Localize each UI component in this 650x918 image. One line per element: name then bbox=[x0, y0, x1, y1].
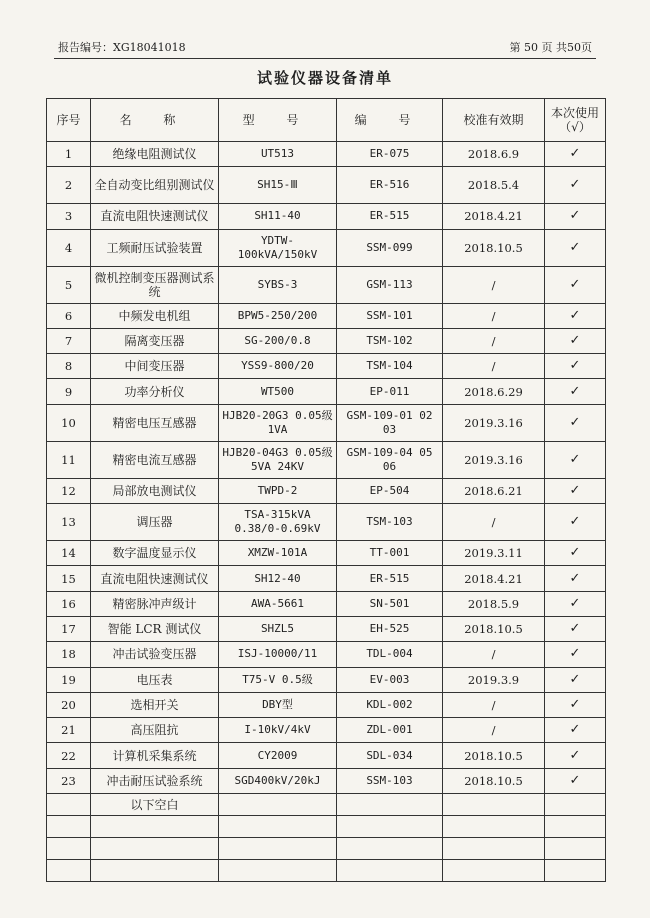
table-row-empty bbox=[47, 816, 606, 838]
header-divider bbox=[54, 58, 596, 59]
report-number: 报告编号：XG18041018 bbox=[58, 41, 186, 54]
equipment-code: EP-504 bbox=[337, 478, 443, 503]
used-check: ✓ bbox=[545, 692, 606, 717]
calibration-valid-date: 2018.10.5 bbox=[443, 743, 545, 768]
equipment-model: T75-V 0.5级 bbox=[219, 667, 337, 692]
empty-cell bbox=[545, 838, 606, 860]
equipment-model: ISJ-10000/11 bbox=[219, 642, 337, 667]
row-number: 1 bbox=[47, 142, 91, 167]
table-row bbox=[47, 667, 606, 692]
equipment-code: ER-515 bbox=[337, 566, 443, 591]
equipment-name: 隔离变压器 bbox=[91, 328, 219, 353]
calibration-valid-date: 2018.10.5 bbox=[443, 768, 545, 793]
column-header-no: 序号 bbox=[47, 99, 91, 142]
column-header-valid: 校准有效期 bbox=[443, 99, 545, 142]
row-number: 9 bbox=[47, 379, 91, 404]
calibration-valid-date: 2019.3.16 bbox=[443, 441, 545, 478]
calibration-valid-date: 2018.5.4 bbox=[443, 167, 545, 204]
used-check: ✓ bbox=[545, 229, 606, 266]
calibration-valid-date: / bbox=[443, 266, 545, 303]
equipment-model: TSA-315kVA 0.38/0-0.69kV bbox=[219, 504, 337, 541]
used-check: ✓ bbox=[545, 718, 606, 743]
equipment-name: 精密脉冲声级计 bbox=[91, 591, 219, 616]
table-row bbox=[47, 354, 606, 379]
calibration-valid-date: 2018.10.5 bbox=[443, 229, 545, 266]
table-row bbox=[47, 718, 606, 743]
equipment-code: GSM-113 bbox=[337, 266, 443, 303]
equipment-table bbox=[46, 98, 606, 882]
row-number: 7 bbox=[47, 328, 91, 353]
calibration-valid-date: 2018.6.9 bbox=[443, 142, 545, 167]
column-header-code: 编 号 bbox=[337, 99, 443, 142]
equipment-name: 冲击耐压试验系统 bbox=[91, 768, 219, 793]
row-number: 8 bbox=[47, 354, 91, 379]
equipment-model: SH11-40 bbox=[219, 204, 337, 229]
equipment-name: 工频耐压试验装置 bbox=[91, 229, 219, 266]
equipment-model: HJB20-04G3 0.05级 5VA 24KV bbox=[219, 441, 337, 478]
row-number: 22 bbox=[47, 743, 91, 768]
table-row bbox=[47, 328, 606, 353]
table-row bbox=[47, 404, 606, 441]
equipment-model: HJB20-20G3 0.05级 1VA bbox=[219, 404, 337, 441]
table-row bbox=[47, 692, 606, 717]
equipment-code: TSM-103 bbox=[337, 504, 443, 541]
column-header-model: 型 号 bbox=[219, 99, 337, 142]
equipment-name: 数字温度显示仪 bbox=[91, 541, 219, 566]
equipment-name: 计算机采集系统 bbox=[91, 743, 219, 768]
equipment-code: ER-516 bbox=[337, 167, 443, 204]
table-row bbox=[47, 541, 606, 566]
equipment-name: 功率分析仪 bbox=[91, 379, 219, 404]
row-number: 16 bbox=[47, 591, 91, 616]
equipment-model: SGD400kV/20kJ bbox=[219, 768, 337, 793]
equipment-name: 冲击试验变压器 bbox=[91, 642, 219, 667]
row-number: 11 bbox=[47, 441, 91, 478]
equipment-model: SH12-40 bbox=[219, 566, 337, 591]
equipment-code: SDL-034 bbox=[337, 743, 443, 768]
equipment-name: 精密电压互感器 bbox=[91, 404, 219, 441]
table-row bbox=[47, 478, 606, 503]
table-row bbox=[47, 266, 606, 303]
table-row-blank-note bbox=[47, 794, 606, 816]
blank-note: 以下空白 bbox=[91, 794, 219, 816]
column-header-name: 名 称 bbox=[91, 99, 219, 142]
empty-cell bbox=[91, 838, 219, 860]
equipment-name: 高压阻抗 bbox=[91, 718, 219, 743]
equipment-name: 中频发电机组 bbox=[91, 303, 219, 328]
empty-cell bbox=[337, 816, 443, 838]
equipment-name: 绝缘电阻测试仪 bbox=[91, 142, 219, 167]
used-check: ✓ bbox=[545, 142, 606, 167]
calibration-valid-date: 2018.6.21 bbox=[443, 478, 545, 503]
equipment-model: SHZL5 bbox=[219, 616, 337, 641]
empty-cell bbox=[47, 816, 91, 838]
equipment-model: BPW5-250/200 bbox=[219, 303, 337, 328]
calibration-valid-date: / bbox=[443, 718, 545, 743]
equipment-code: GSM-109-01 02 03 bbox=[337, 404, 443, 441]
equipment-model: XMZW-101A bbox=[219, 541, 337, 566]
row-number: 21 bbox=[47, 718, 91, 743]
empty-cell bbox=[47, 860, 91, 882]
equipment-code: TSM-102 bbox=[337, 328, 443, 353]
equipment-model: AWA-5661 bbox=[219, 591, 337, 616]
equipment-name: 调压器 bbox=[91, 504, 219, 541]
used-check: ✓ bbox=[545, 328, 606, 353]
empty-cell bbox=[47, 794, 91, 816]
equipment-code: KDL-002 bbox=[337, 692, 443, 717]
equipment-code: SSM-101 bbox=[337, 303, 443, 328]
row-number: 15 bbox=[47, 566, 91, 591]
calibration-valid-date: 2018.4.21 bbox=[443, 566, 545, 591]
empty-cell bbox=[545, 794, 606, 816]
used-check: ✓ bbox=[545, 478, 606, 503]
used-check: ✓ bbox=[545, 667, 606, 692]
table-row bbox=[47, 768, 606, 793]
used-check: ✓ bbox=[545, 591, 606, 616]
calibration-valid-date: / bbox=[443, 354, 545, 379]
table-row bbox=[47, 441, 606, 478]
used-check: ✓ bbox=[545, 354, 606, 379]
used-check: ✓ bbox=[545, 743, 606, 768]
table-row bbox=[47, 229, 606, 266]
empty-cell bbox=[91, 816, 219, 838]
table-row bbox=[47, 642, 606, 667]
calibration-valid-date: / bbox=[443, 303, 545, 328]
equipment-model: SG-200/0.8 bbox=[219, 328, 337, 353]
calibration-valid-date: / bbox=[443, 504, 545, 541]
equipment-name: 全自动变比组别测试仪 bbox=[91, 167, 219, 204]
calibration-valid-date: 2018.6.29 bbox=[443, 379, 545, 404]
used-check: ✓ bbox=[545, 379, 606, 404]
used-check: ✓ bbox=[545, 541, 606, 566]
table-row bbox=[47, 743, 606, 768]
table-row bbox=[47, 591, 606, 616]
calibration-valid-date: 2019.3.11 bbox=[443, 541, 545, 566]
calibration-valid-date: / bbox=[443, 692, 545, 717]
used-check: ✓ bbox=[545, 303, 606, 328]
equipment-model: YSS9-800/20 bbox=[219, 354, 337, 379]
calibration-valid-date: 2018.4.21 bbox=[443, 204, 545, 229]
row-number: 12 bbox=[47, 478, 91, 503]
equipment-name: 电压表 bbox=[91, 667, 219, 692]
row-number: 18 bbox=[47, 642, 91, 667]
equipment-name: 直流电阻快速测试仪 bbox=[91, 204, 219, 229]
row-number: 17 bbox=[47, 616, 91, 641]
table-row bbox=[47, 167, 606, 204]
table-row-empty bbox=[47, 860, 606, 882]
row-number: 4 bbox=[47, 229, 91, 266]
equipment-model: SYBS-3 bbox=[219, 266, 337, 303]
row-number: 5 bbox=[47, 266, 91, 303]
row-number: 20 bbox=[47, 692, 91, 717]
empty-cell bbox=[219, 860, 337, 882]
equipment-code: EV-003 bbox=[337, 667, 443, 692]
equipment-name: 中间变压器 bbox=[91, 354, 219, 379]
empty-cell bbox=[337, 794, 443, 816]
document-title: 试验仪器设备清单 bbox=[256, 69, 393, 87]
row-number: 14 bbox=[47, 541, 91, 566]
empty-cell bbox=[443, 794, 545, 816]
equipment-model: TWPD-2 bbox=[219, 478, 337, 503]
calibration-valid-date: 2019.3.9 bbox=[443, 667, 545, 692]
equipment-code: GSM-109-04 05 06 bbox=[337, 441, 443, 478]
equipment-name: 选相开关 bbox=[91, 692, 219, 717]
equipment-code: EH-525 bbox=[337, 616, 443, 641]
empty-cell bbox=[443, 860, 545, 882]
page-info: 第 50 页 共50页 bbox=[509, 41, 592, 54]
row-number: 23 bbox=[47, 768, 91, 793]
empty-cell bbox=[337, 860, 443, 882]
table-header-row bbox=[47, 99, 606, 142]
calibration-valid-date: 2019.3.16 bbox=[443, 404, 545, 441]
table-row bbox=[47, 303, 606, 328]
equipment-code: ZDL-001 bbox=[337, 718, 443, 743]
equipment-code: ER-075 bbox=[337, 142, 443, 167]
row-number: 3 bbox=[47, 204, 91, 229]
table-row bbox=[47, 379, 606, 404]
empty-cell bbox=[47, 838, 91, 860]
empty-cell bbox=[443, 838, 545, 860]
equipment-code: SSM-099 bbox=[337, 229, 443, 266]
row-number: 13 bbox=[47, 504, 91, 541]
equipment-code: EP-011 bbox=[337, 379, 443, 404]
row-number: 19 bbox=[47, 667, 91, 692]
equipment-code: TT-001 bbox=[337, 541, 443, 566]
equipment-model: SH15-Ⅲ bbox=[219, 167, 337, 204]
row-number: 6 bbox=[47, 303, 91, 328]
empty-cell bbox=[337, 838, 443, 860]
equipment-code: TDL-004 bbox=[337, 642, 443, 667]
table-row bbox=[47, 142, 606, 167]
row-number: 2 bbox=[47, 167, 91, 204]
empty-cell bbox=[545, 860, 606, 882]
equipment-name: 精密电流互感器 bbox=[91, 441, 219, 478]
equipment-name: 直流电阻快速测试仪 bbox=[91, 566, 219, 591]
equipment-model: CY2009 bbox=[219, 743, 337, 768]
equipment-model: YDTW-100kVA/150kV bbox=[219, 229, 337, 266]
table-row bbox=[47, 566, 606, 591]
equipment-model: WT500 bbox=[219, 379, 337, 404]
used-check: ✓ bbox=[545, 504, 606, 541]
calibration-valid-date: 2018.5.9 bbox=[443, 591, 545, 616]
row-number: 10 bbox=[47, 404, 91, 441]
used-check: ✓ bbox=[545, 204, 606, 229]
table-row bbox=[47, 204, 606, 229]
empty-cell bbox=[91, 860, 219, 882]
equipment-model: DBY型 bbox=[219, 692, 337, 717]
column-header-used: 本次使用（√） bbox=[545, 99, 606, 142]
empty-cell bbox=[219, 794, 337, 816]
equipment-code: SSM-103 bbox=[337, 768, 443, 793]
used-check: ✓ bbox=[545, 167, 606, 204]
empty-cell bbox=[545, 816, 606, 838]
table-row bbox=[47, 616, 606, 641]
calibration-valid-date: / bbox=[443, 328, 545, 353]
used-check: ✓ bbox=[545, 404, 606, 441]
equipment-code: SN-501 bbox=[337, 591, 443, 616]
used-check: ✓ bbox=[545, 642, 606, 667]
used-check: ✓ bbox=[545, 266, 606, 303]
empty-cell bbox=[443, 816, 545, 838]
equipment-name: 局部放电测试仪 bbox=[91, 478, 219, 503]
used-check: ✓ bbox=[545, 566, 606, 591]
used-check: ✓ bbox=[545, 768, 606, 793]
empty-cell bbox=[219, 816, 337, 838]
used-check: ✓ bbox=[545, 441, 606, 478]
equipment-model: I-10kV/4kV bbox=[219, 718, 337, 743]
used-check: ✓ bbox=[545, 616, 606, 641]
equipment-code: ER-515 bbox=[337, 204, 443, 229]
table-row bbox=[47, 504, 606, 541]
equipment-code: TSM-104 bbox=[337, 354, 443, 379]
equipment-name: 智能 LCR 测试仪 bbox=[91, 616, 219, 641]
table-row-empty bbox=[47, 838, 606, 860]
equipment-model: UT513 bbox=[219, 142, 337, 167]
empty-cell bbox=[219, 838, 337, 860]
calibration-valid-date: / bbox=[443, 642, 545, 667]
equipment-name: 微机控制变压器测试系统 bbox=[91, 266, 219, 303]
calibration-valid-date: 2018.10.5 bbox=[443, 616, 545, 641]
